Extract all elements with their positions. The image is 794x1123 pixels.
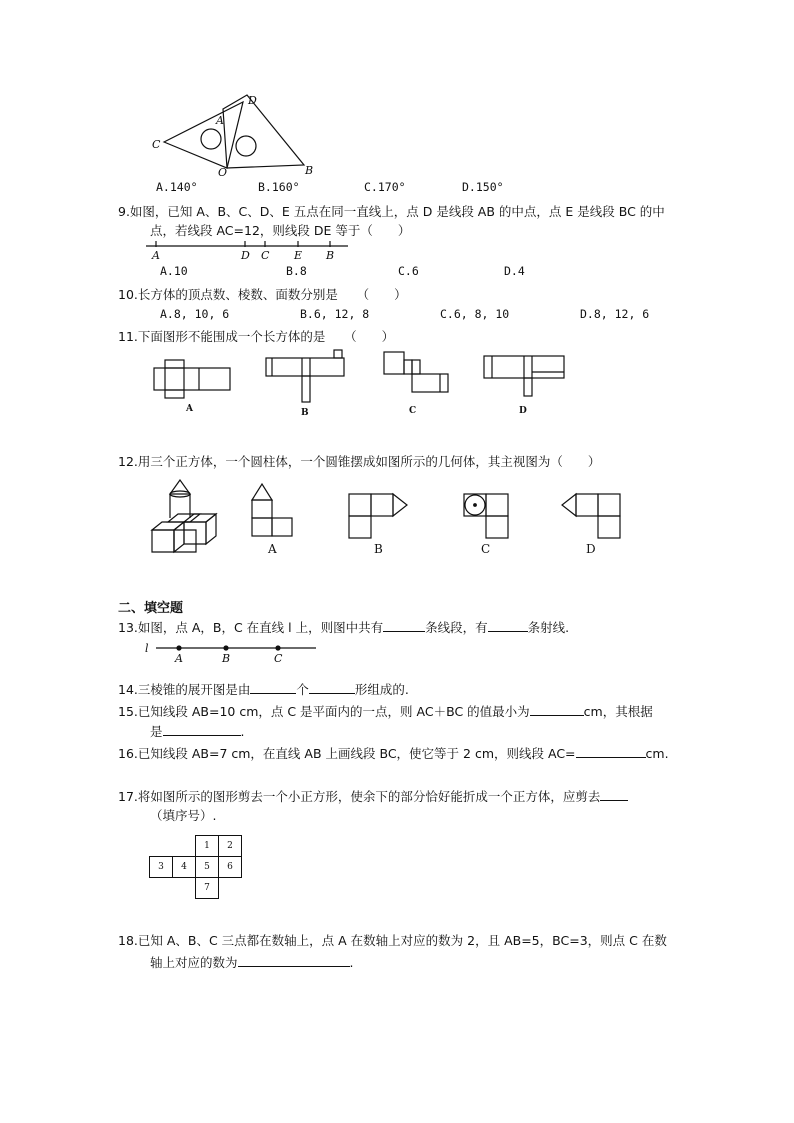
q17-cube-net bbox=[149, 835, 242, 899]
q15-question-line1 bbox=[118, 702, 653, 720]
q15-blank-min[interactable] bbox=[530, 703, 584, 716]
q11-net-a bbox=[150, 356, 234, 406]
net-cell-5[interactable]: 5 bbox=[196, 857, 219, 878]
set-square-hole-left bbox=[201, 129, 221, 149]
q13-blank-rays[interactable] bbox=[488, 619, 528, 632]
q9-question-line1: 9.如图，已知 A、B、C、D、E 五点在同一直线上，点 D 是线段 AB 的中点，点 E 是线段 BC 的中 bbox=[118, 204, 665, 219]
q11-caption-a: A bbox=[186, 404, 193, 414]
q9-question-line2: 点，若线段 AC=12，则线段 DE 等于（ ） bbox=[150, 223, 411, 238]
q18-question-line1: 18.已知 A、B、C 三点都在数轴上，点 A 在数轴上对应的数为 2，且 AB=5，BC=3，则点 C 在数 bbox=[118, 933, 667, 948]
q17-question-line2: （填序号）. bbox=[150, 808, 217, 823]
q13-text-a: 13.如图，点 A，B，C 在直线 l 上，则图中共有 bbox=[118, 620, 384, 635]
q14-question bbox=[118, 680, 409, 698]
q18-line2-b: . bbox=[349, 955, 354, 970]
q9-option-a[interactable]: A.10 bbox=[160, 264, 188, 278]
q18-line2-a: 轴上对应的数为 bbox=[150, 955, 238, 970]
q16-text-a: 16.已知线段 AB=7 cm，在直线 AB 上画线段 BC，使它等于 2 cm，则线段 AC= bbox=[118, 746, 576, 761]
q9-option-b[interactable]: B.8 bbox=[286, 264, 307, 278]
q12-caption-d: D bbox=[586, 542, 596, 556]
net-cell-4[interactable]: 4 bbox=[173, 857, 196, 878]
label-b: B bbox=[305, 164, 314, 177]
q9-option-d[interactable]: D.4 bbox=[504, 264, 525, 278]
q12-view-b bbox=[345, 490, 411, 542]
q11-question: 11.下面图形不能围成一个长方体的是 （ ） bbox=[118, 329, 395, 344]
q14-blank-count[interactable] bbox=[250, 681, 296, 694]
q10-option-a[interactable]: A.8, 10, 6 bbox=[160, 307, 230, 321]
label-a: A bbox=[216, 114, 224, 127]
label-d: D bbox=[248, 94, 257, 107]
section-title-fill-in: 二、填空题 bbox=[118, 601, 184, 616]
q8-figure bbox=[150, 90, 320, 180]
label-l: l bbox=[145, 642, 149, 655]
q14-blank-shape[interactable] bbox=[309, 681, 355, 694]
q13-figure bbox=[144, 640, 324, 666]
q12-view-a bbox=[248, 478, 298, 540]
label-b: B bbox=[222, 652, 231, 665]
net-cell-6[interactable]: 6 bbox=[219, 857, 242, 878]
q11-net-d bbox=[480, 350, 570, 406]
label-c: C bbox=[274, 652, 283, 665]
q16-blank-ac[interactable] bbox=[576, 745, 646, 758]
q11-net-c bbox=[380, 348, 456, 398]
label-o: O bbox=[218, 166, 228, 179]
q12-caption-b: B bbox=[374, 542, 383, 556]
q11-caption-c: C bbox=[409, 406, 417, 416]
label-a: A bbox=[175, 652, 183, 665]
q13-blank-segments[interactable] bbox=[383, 619, 425, 632]
q11-net-b bbox=[262, 346, 348, 408]
q8-option-c[interactable]: C.170° bbox=[364, 180, 406, 194]
point-b bbox=[224, 646, 228, 650]
q8-option-d[interactable]: D.150° bbox=[462, 180, 504, 194]
q10-option-c[interactable]: C.6, 8, 10 bbox=[440, 307, 510, 321]
q8-option-b[interactable]: B.160° bbox=[258, 180, 300, 194]
label-c: C bbox=[152, 138, 161, 151]
q17-question-line1 bbox=[118, 787, 628, 805]
q14-text-a: 14.三棱锥的展开图是由 bbox=[118, 682, 251, 697]
q15-line2-a: 是 bbox=[150, 724, 163, 739]
q16-question bbox=[118, 744, 669, 762]
q15-text-b: cm，其根据 bbox=[583, 704, 653, 719]
label-e: E bbox=[294, 249, 303, 262]
q11-caption-b: B bbox=[301, 408, 309, 418]
q14-text-b: 个 bbox=[296, 682, 309, 697]
q12-view-d bbox=[558, 490, 624, 542]
q12-question: 12.用三个正方体，一个圆柱体，一个圆锥摆成如图所示的几何体，其主视图为（ ） bbox=[118, 454, 601, 469]
q9-figure bbox=[146, 240, 356, 264]
label-a: A bbox=[152, 249, 160, 262]
q15-blank-reason[interactable] bbox=[163, 723, 241, 736]
net-cell-2[interactable]: 2 bbox=[219, 836, 242, 857]
point-c bbox=[276, 646, 280, 650]
q18-blank-c-value[interactable] bbox=[238, 954, 350, 967]
q12-caption-a: A bbox=[268, 542, 277, 556]
point-a bbox=[177, 646, 181, 650]
q11-caption-d: D bbox=[519, 406, 527, 416]
set-square-hole-right bbox=[236, 136, 256, 156]
q17-blank-answer[interactable] bbox=[600, 788, 628, 801]
q13-question bbox=[118, 618, 569, 636]
net-cell-1[interactable]: 1 bbox=[196, 836, 219, 857]
q12-caption-c: C bbox=[481, 542, 491, 556]
q9-option-c[interactable]: C.6 bbox=[398, 264, 419, 278]
label-b: B bbox=[326, 249, 335, 262]
q14-text-c: 形组成的. bbox=[354, 682, 409, 697]
q8-option-a[interactable]: A.140° bbox=[156, 180, 198, 194]
q16-text-b: cm. bbox=[645, 746, 669, 761]
q15-line2-b: . bbox=[240, 724, 245, 739]
net-cell-7[interactable]: 7 bbox=[196, 878, 219, 899]
q15-question-line2 bbox=[150, 722, 245, 740]
q13-text-c: 条射线. bbox=[527, 620, 570, 635]
q12-solid-figure bbox=[148, 478, 224, 558]
q10-option-d[interactable]: D.8, 12, 6 bbox=[580, 307, 650, 321]
q10-option-b[interactable]: B.6, 12, 8 bbox=[300, 307, 370, 321]
q13-text-b: 条线段，有 bbox=[425, 620, 488, 635]
q12-view-c bbox=[460, 490, 514, 542]
net-cell-3[interactable]: 3 bbox=[150, 857, 173, 878]
q15-text-a: 15.已知线段 AB=10 cm，点 C 是平面内的一点，则 AC＋BC 的值最小为 bbox=[118, 704, 530, 719]
label-c: C bbox=[261, 249, 270, 262]
label-d: D bbox=[241, 249, 250, 262]
q10-question: 10.长方体的顶点数、棱数、面数分别是 （ ） bbox=[118, 287, 407, 302]
q18-question-line2 bbox=[150, 953, 354, 971]
set-square-left bbox=[164, 102, 243, 168]
q17-text: 17.将如图所示的图形剪去一个小正方形，使余下的部分恰好能折成一个正方体，应剪去 bbox=[118, 789, 601, 804]
